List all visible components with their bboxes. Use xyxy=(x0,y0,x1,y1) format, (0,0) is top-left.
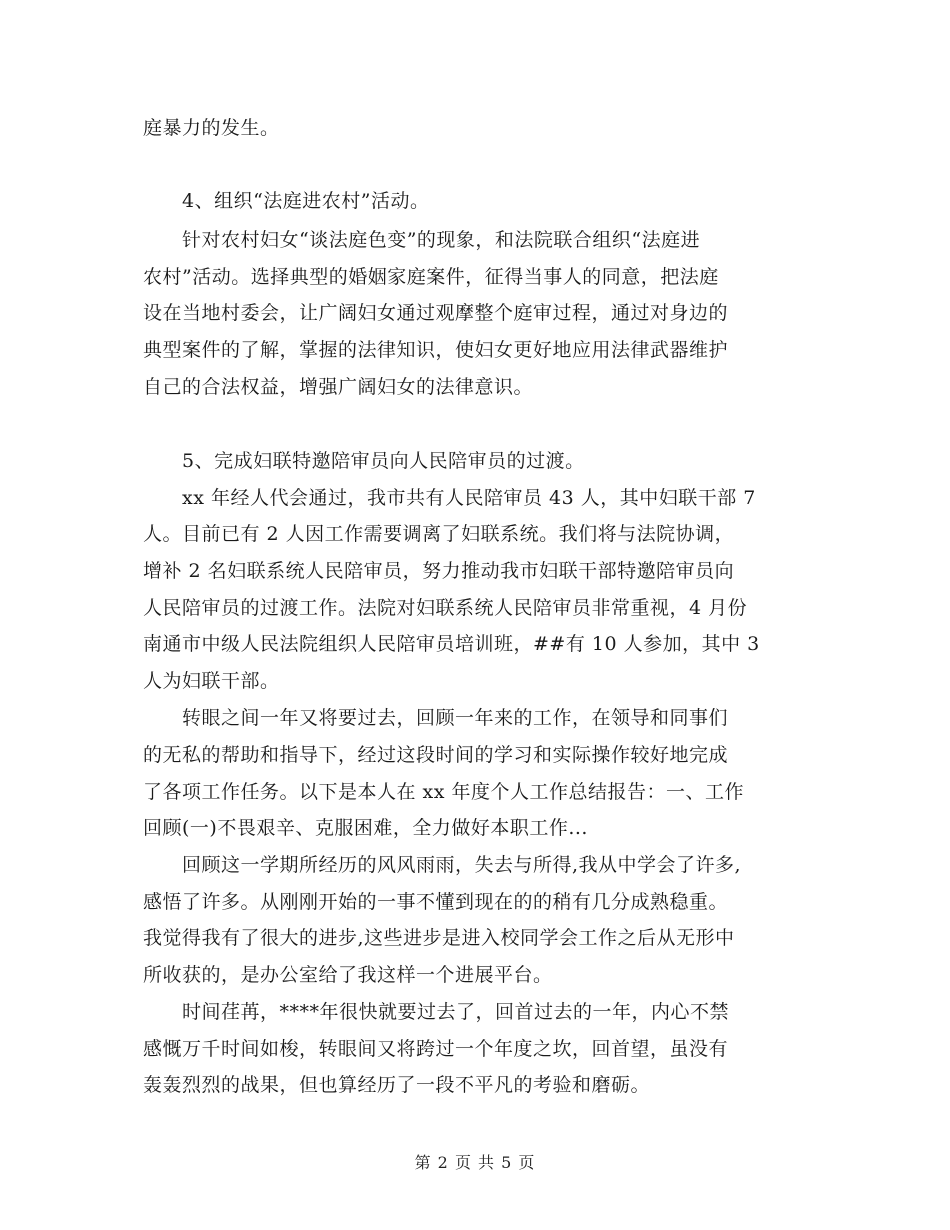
paragraph-line: 感悟了许多。从刚刚开始的一事不懂到现在的的稍有几分成熟稳重。 xyxy=(143,891,729,913)
paragraph-line: 典型案件的了解，掌握的法律知识，使妇女更好地应用法律武器维护 xyxy=(143,339,729,361)
paragraph-line: 了各项工作任务。以下是本人在 xx 年度个人工作总结报告：一、工作 xyxy=(143,781,745,803)
paragraph-line: 人民陪审员的过渡工作。法院对妇联系统人民陪审员非常重视，4 月份 xyxy=(143,597,748,619)
paragraph-line: 自己的合法权益，增强广阔妇女的法律意识。 xyxy=(143,376,534,398)
paragraph-line: 的无私的帮助和指导下，经过这段时间的学习和实际操作较好地完成 xyxy=(143,744,729,766)
paragraph-line: 所收获的，是办公室给了我这样一个进展平台。 xyxy=(143,964,553,986)
paragraph-line: 农村”活动。选择典型的婚姻家庭案件，征得当事人的同意，把法庭 xyxy=(143,266,719,288)
paragraph-line: 人。目前已有 2 人因工作需要调离了妇联系统。我们将与法院协调， xyxy=(143,523,735,545)
paragraph-line: 增补 2 名妇联系统人民陪审员，努力推动我市妇联干部特邀陪审员向 xyxy=(143,560,735,582)
paragraph-line: 我觉得我有了很大的进步,这些进步是进入校同学会工作之后从无形中 xyxy=(143,927,735,949)
paragraph-line: 轰轰烈烈的战果，但也算经历了一段不平凡的考验和磨砺。 xyxy=(143,1074,651,1096)
paragraph-line: 回顾这一学期所经历的风风雨雨，失去与所得,我从中学会了许多, xyxy=(182,854,742,876)
paragraph-line: xx 年经人代会通过，我市共有人民陪审员 43 人，其中妇联干部 7 xyxy=(182,487,756,509)
paragraph-line: 针对农村妇女“谈法庭色变”的现象，和法院联合组织“法庭进 xyxy=(182,229,701,251)
paragraph-line: 时间荏苒，****年很快就要过去了，回首过去的一年，内心不禁 xyxy=(182,1001,730,1023)
section-heading-5: 5、完成妇联特邀陪审员向人民陪审员的过渡。 xyxy=(182,450,585,472)
paragraph-line: 回顾(一)不畏艰辛、克服困难，全力做好本职工作... xyxy=(143,817,588,839)
paragraph-line: 转眼之间一年又将要过去，回顾一年来的工作，在领导和同事们 xyxy=(182,707,729,729)
paragraph-line: 感慨万千时间如梭，转眼间又将跨过一个年度之坎，回首望，虽没有 xyxy=(143,1038,729,1060)
paragraph-line: 设在当地村委会，让广阔妇女通过观摩整个庭审过程，通过对身边的 xyxy=(143,302,729,324)
paragraph-line: 人为妇联干部。 xyxy=(143,670,280,692)
section-heading-4: 4、组织“法庭进农村”活动。 xyxy=(182,190,430,212)
page-number-footer: 第 2 页 共 5 页 xyxy=(414,1153,536,1172)
paragraph-line: 南通市中级人民法院组织人民陪审员培训班，##有 10 人参加，其中 3 xyxy=(143,633,760,655)
paragraph-line: 庭暴力的发生。 xyxy=(143,117,280,139)
